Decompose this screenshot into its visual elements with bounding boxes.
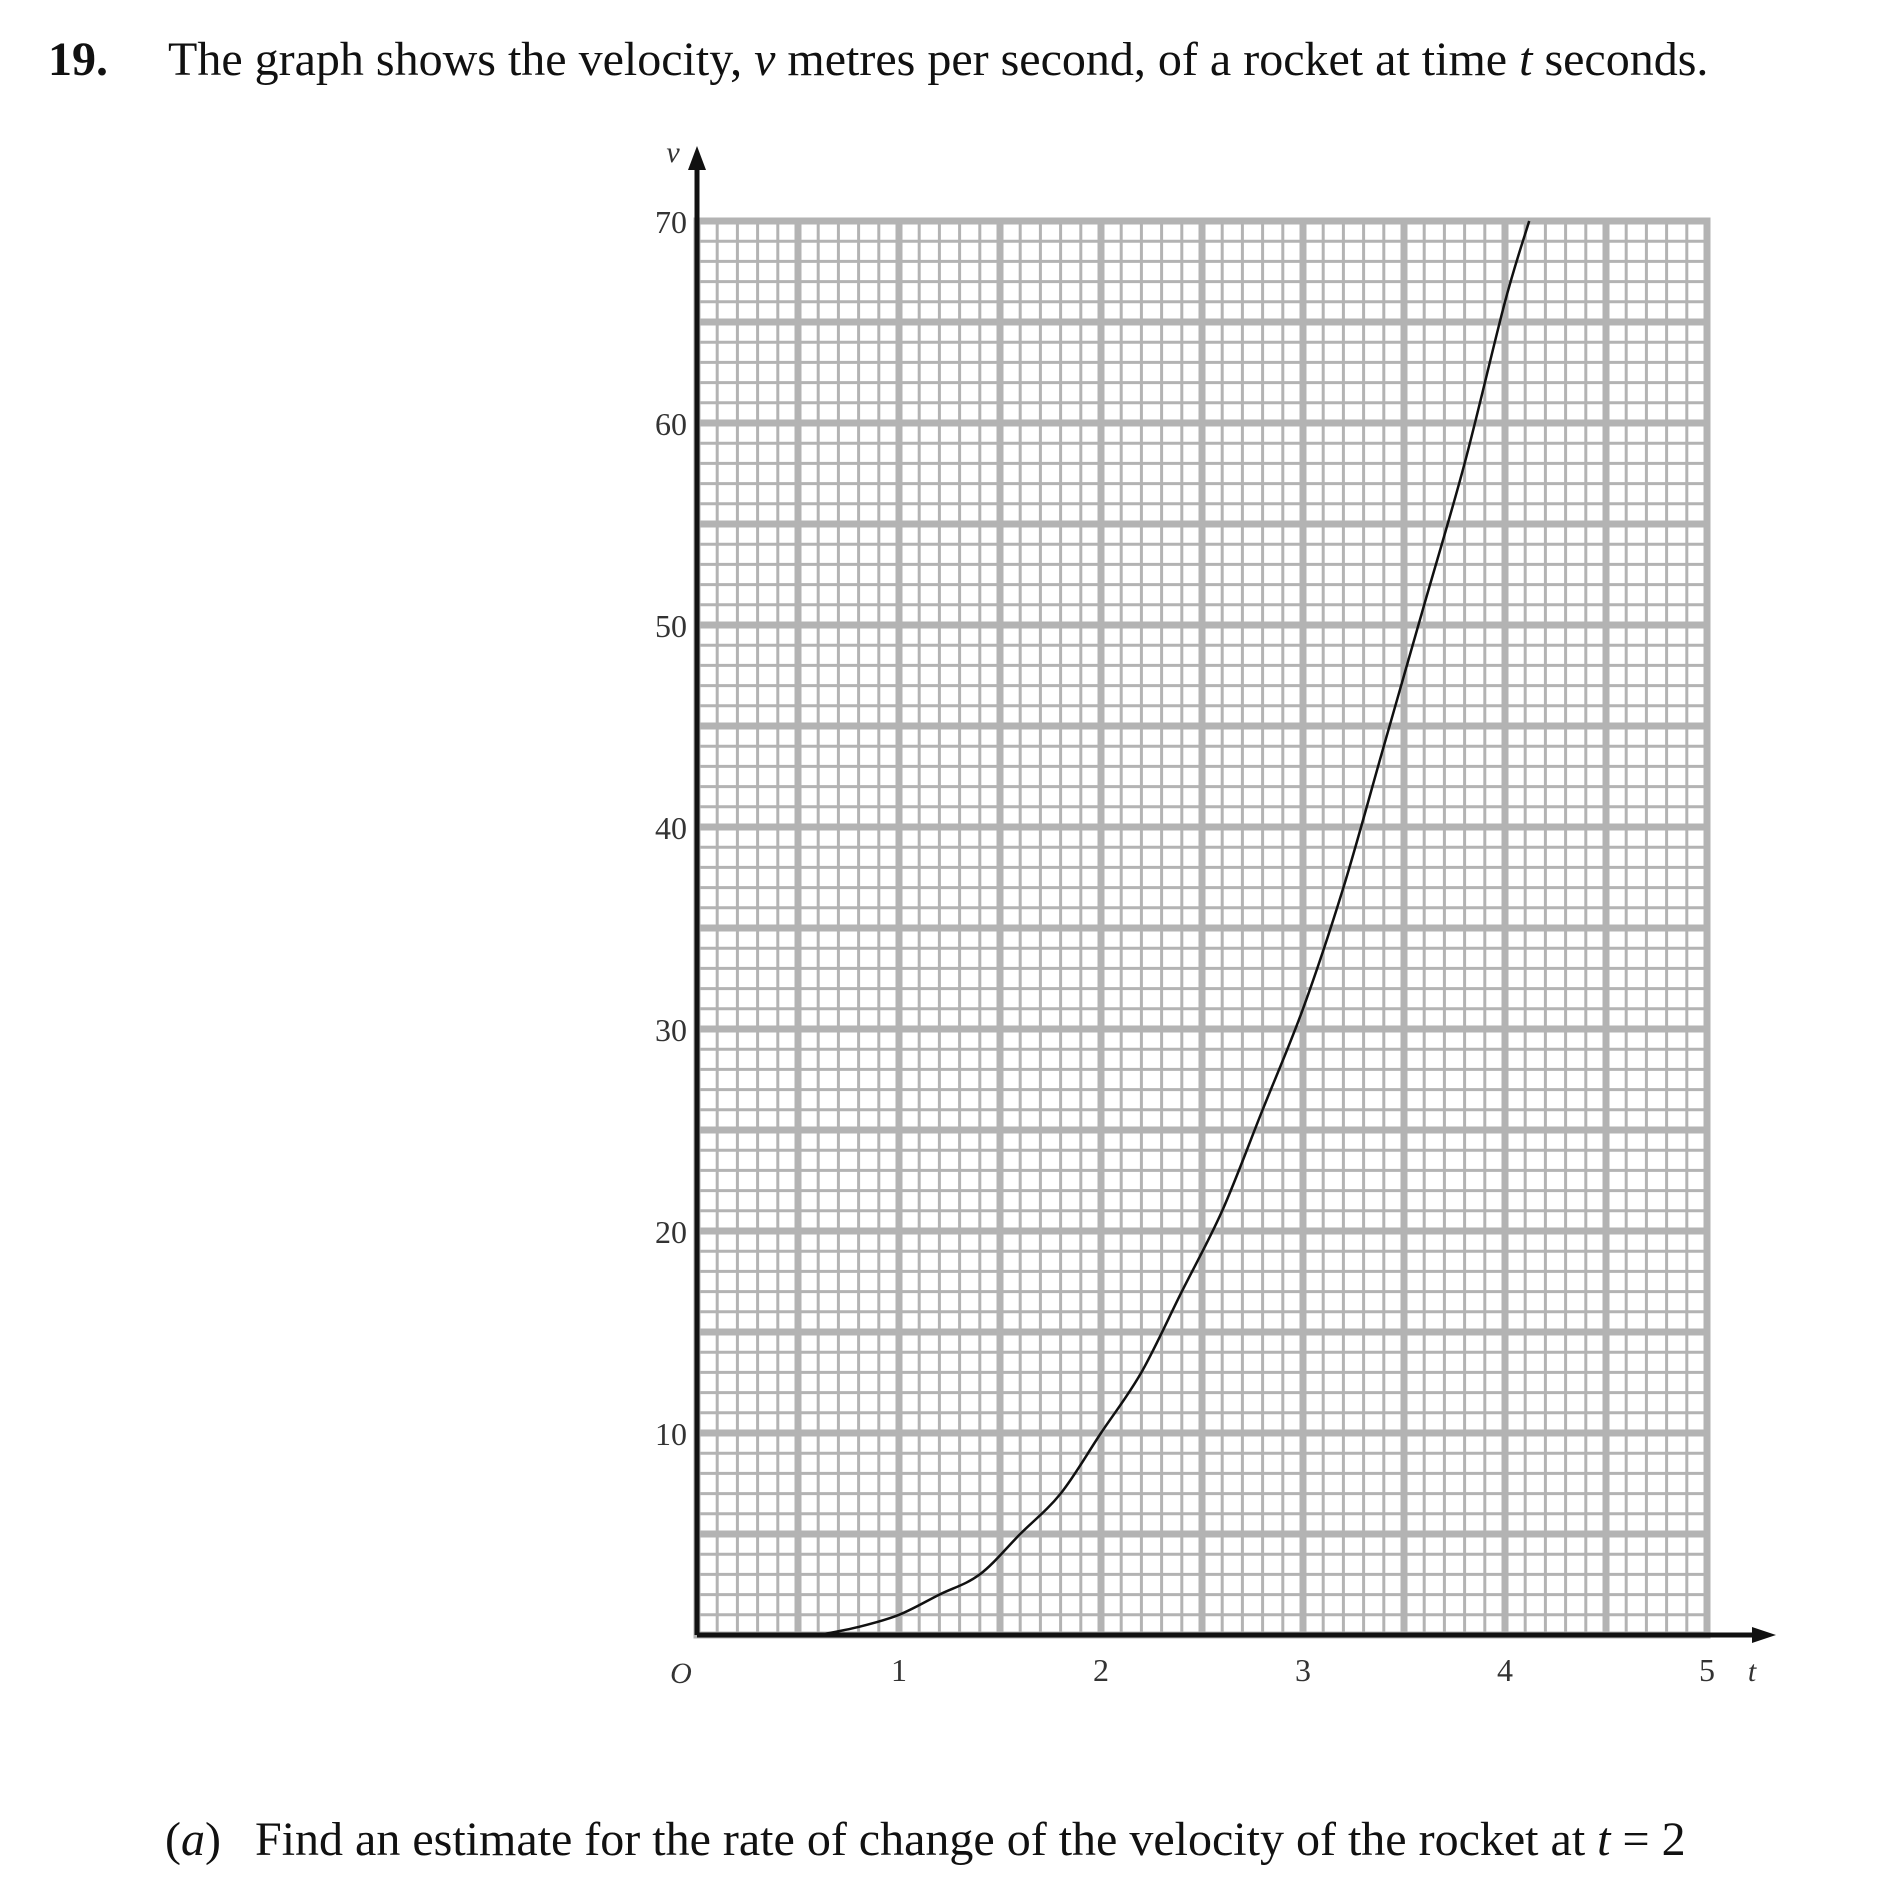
question-text-part1: The graph shows the velocity,	[168, 33, 755, 86]
y-tick-label: 10	[655, 1416, 687, 1452]
x-axis-label: t	[1747, 1655, 1757, 1688]
x-tick-label: 3	[1295, 1652, 1311, 1688]
part-a-label-open: (	[165, 1813, 181, 1866]
part-a-label-letter: a	[180, 1813, 205, 1866]
y-tick-label: 30	[655, 1012, 687, 1048]
x-tick-label: 4	[1497, 1652, 1513, 1688]
question-text-part3: seconds.	[1532, 33, 1709, 86]
y-tick-label: 70	[655, 204, 687, 240]
x-tick-label: 2	[1093, 1652, 1109, 1688]
y-axis-arrow	[688, 146, 706, 170]
origin-label: O	[670, 1657, 692, 1690]
y-tick-label: 60	[655, 406, 687, 442]
y-tick-label: 20	[655, 1214, 687, 1250]
x-tick-label: 5	[1699, 1652, 1715, 1688]
part-a-label	[165, 1808, 255, 1872]
y-axis-label: v	[666, 136, 680, 169]
part-a-label-close: )	[204, 1813, 221, 1866]
part-a	[165, 1808, 1865, 1872]
x-axis-arrow	[1752, 1627, 1776, 1643]
question-var-v: v	[754, 33, 776, 86]
x-tick-label: 1	[891, 1652, 907, 1688]
part-a-var-t: t	[1597, 1813, 1611, 1866]
part-a-text: Find an estimate for the rate of change of the velocity of the rocket at	[255, 1813, 1598, 1866]
y-tick-label: 40	[655, 810, 687, 846]
part-a-text-end: = 2	[1610, 1813, 1686, 1866]
question-number: 19.	[48, 33, 108, 86]
question-text-part2: metres per second, of a rocket at time	[775, 33, 1520, 86]
question-var-t: t	[1519, 33, 1533, 86]
y-tick-label: 50	[655, 608, 687, 644]
